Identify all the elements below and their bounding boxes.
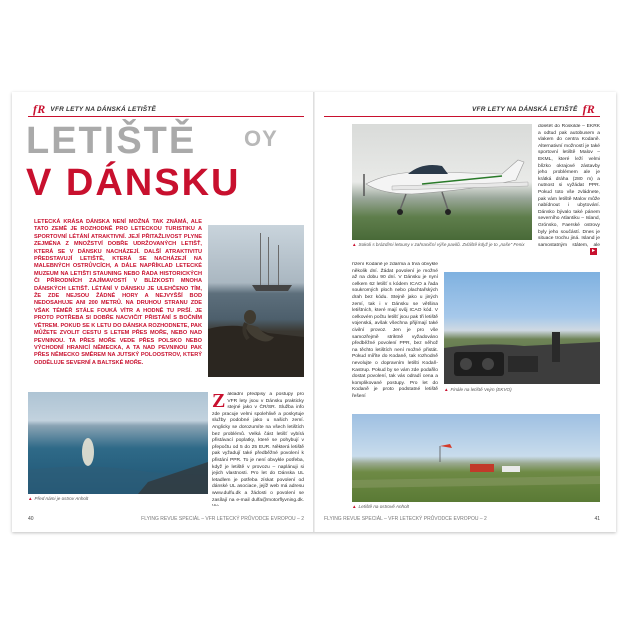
aerial-illustration: [28, 392, 208, 494]
header-left: [28, 102, 304, 117]
left-body-text: Základní předpisy a postupy pro VFR lety jsou v Dánsku prakticky stejné jako v ČR/SR. Služba info zde pracuje velmi spolehlivě a poskytuje služby podobné jako u našich zemí. Anglicky se dorozumíte na všech letištích bez problémů. Velká část letišť vybírá přistávací poplatky, které se pohybují v přepočtu od 5 do 25 EUR. Některá letiště pak vyžadují také předběžné povolení k přistání PPR. To je není obvykle potřeba, když je letiště v provozu – naplánuji si jejich vlastnosti. Pro let do Dánska UL letadlem je potřeba získat povolení od dánské UL asociace, jejíž web má adresu www.dulfu.dk a žádosti o povolení se zasílají na e-mail dulfa@motorflyvning.dk.: [212, 392, 304, 503]
magazine-spread: [12, 92, 616, 532]
continue-arrow-icon: ▸: [591, 248, 595, 254]
footer-left: [28, 516, 304, 522]
flying-revue-logo-right: fR: [582, 102, 595, 116]
caption-aerial: ▲ Před námi je ostrov Anholt: [28, 496, 89, 501]
cockpit-view-photo: [444, 272, 600, 384]
footer-right: [324, 516, 600, 522]
section-title-left: VFR LETY NA DÁNSKÁ LETIŠTĚ: [50, 105, 157, 113]
flying-revue-logo: fR: [33, 102, 46, 116]
footer-text-right: FLYING REVUE SPECIÁL – VFR LETECKÝ PRŮVODCE EVROPOU – 2: [324, 516, 487, 522]
page-gutter: [313, 92, 315, 532]
cockpit-illustration: [444, 272, 600, 384]
section-title-right: VFR LETY NA DÁNSKÁ LETIŠTĚ: [471, 105, 578, 113]
airfield-illustration: [352, 414, 600, 502]
airplane-photo: [352, 124, 532, 240]
anholt-airfield-photo: [352, 414, 600, 502]
page-number-left: 40: [28, 516, 34, 522]
anholt-aerial-photo: [28, 392, 208, 494]
title-overlay-oy: OY: [244, 126, 278, 151]
dropcap: Z: [212, 392, 226, 412]
page-number-right: 41: [594, 516, 600, 522]
title-line-1: LETIŠTĚ: [26, 120, 197, 162]
caption-triangle-icon: ▲: [28, 496, 33, 501]
header-right: [324, 102, 600, 117]
airplane-illustration: [352, 124, 532, 240]
right-body-text-middle: řízení Kodaně je zdarma a trvá obvykle několik dní. Žádat povolení je možné až na dobu 90 dní. V Dánsku je nyní celkem 62 letišť s kódem ICAO a řada soukromých ploch nebo plachtařských drah bez kódu. Stejně jako u jiných zemí, tak i v Dánsku se většina letištních, které mají svůj ICAO kód. V celkovém počtu letišť jsou pak tři letiště vojenská, avšak všechna přijímají také civilní provoz. Jen je pro vše samozřejmě striktně vyžadováno předběžné povolení PPR, bez něhož na těchto letištích není možné přistát. Pokud míříte do Kodaně, tak rozhodně nevolujte o dopravním letišti Kodaň-Kastrup. Pokud by se vám zde podařilo dostat povolení, tak vás odradí cena a komplikované postupy. Pro let do Kodaně je proto podstatné letiště řešení: [352, 262, 438, 399]
footer-text-left: FLYING REVUE SPECIÁL – VFR LETECKÝ PRŮVODCE EVROPOU – 2: [141, 516, 304, 522]
right-body-text-top: doletět do Roskilde – EKRK a odtud pak autobusem a vlakem do centra Kodaně. Alternativní možností je také sportovní letiště Malov – EKML, které leží velmi blízko okrajové zástavby jeho problémem ale je krátká dráha (280 m) a nutnost si vyžádat PPR. Pokud toto vše zvládnete, pak vám letiště Malov může nabídnout i ubytování. Dánsko bývalo také pánem severního Atlantiku – Island, Grónsko, Faerské ostrovy byly jeho součástí. Dnes je situace trochu jiná. Island je samostatným státem, ale: [538, 124, 600, 248]
caption-triangle-icon: ▲: [352, 504, 357, 509]
mermaid-illustration: [208, 225, 304, 377]
caption-triangle-icon: ▲: [444, 387, 449, 392]
caption-plane: ▲ Sokoli s brázdími letouny v zahraniční výše pavilů. Zvláště když je to „naše" Fenix: [352, 242, 525, 247]
caption-triangle-icon: ▲: [352, 242, 357, 247]
caption-field: ▲ Letiště na ostrově Anholt: [352, 504, 409, 509]
lead-paragraph: LETECKÁ KRÁSA DÁNSKA NENÍ MOŽNÁ TAK ZNÁMÁ, ALE TATO ZEMĚ JE ROZHODNĚ PRO LETECKOU TURISTIKU A SPORTOVNÍ LÉTÁNÍ ATRAKTIVNÍ. JEJÍ PŘITAŽLIVOST PLYNE ZEJMÉNA Z MNOŽSTVÍ DOBŘE UDRŽOVANÝCH LETIŠŤ, KTERÁ SE V DÁNSKU NACHÁZEJÍ. DALŠÍ ATRAKTIVITU PŘEDSTAVUJÍ LETIŠTĚ, KTERÁ SE NACHÁZEJÍ NA MALEBNÝCH OSTRŮVCÍCH, A DÁLE NAPŘÍKLAD LETECKÉ MUZEUM NA LETIŠTI STAUNING NEBO ŘADA HISTORICKÝCH ČI PŘÍRODNÍCH ZAJÍMAVOSTÍ V BLÍZKOSTI MNOHA DÁNSKÝCH LETIŠŤ. LÉTÁNÍ V DÁNSKU JE ULEHČENO TÍM, ŽE ZDE NEJSOU ŽÁDNÉ HORY A NEJVYŠŠÍ BOD NEDOSAHUJE ANI 200 METRŮ. NA DRUHOU STRANU ZDE VŠAK TÉMĚŘ STÁLE FOUKÁ VÍTR A HODNĚ TU PRŠÍ. JE PROTO POTŘEBA SI DOBŘE NACVIČIT PŘISTÁNÍ S BOČNÍM VĚTREM. POKUD SE K LETU DO DÁNSKA ROZHODNETE, PAK MŮŽETE ZVOLIT CESTU S LETEM PŘES MOŘE, NEBO NAD PEVNINOU. TA PŘES MOŘE VEDE PŘES POLSKO NEBO VÝCHODNÍ HRANICÍ NĚMECKA, A TA NAD PEVNINOU PAK PŘES NĚMECKO SMĚREM NA JUTSKÝ POLOOSTROV, KTERÝ ODDĚLUJE SEVERNÍ A BALTSKÉ MOŘE.: [34, 219, 202, 366]
caption-cockpit: ▲ Finále na letiště Vejrn (EKVO): [444, 387, 512, 392]
title-line-2: V DÁNSKU: [26, 162, 241, 204]
little-mermaid-photo: [208, 225, 304, 377]
